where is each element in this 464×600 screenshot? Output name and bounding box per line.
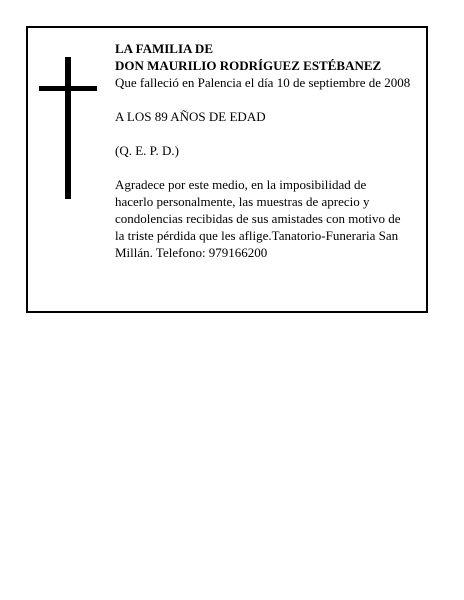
thanks-line: Agradece por este medio, en la imposibilidad de — [115, 177, 367, 192]
thanks-line: la triste pérdida que les aflige.Tanatorio-Funeraria San — [115, 228, 399, 243]
obituary-notice — [26, 26, 428, 313]
thanks-line: hacerlo personalmente, las muestras de aprecio y — [115, 194, 370, 209]
thanks-paragraph — [115, 176, 425, 261]
thanks-line: Millán. Telefono: 979166200 — [115, 245, 268, 260]
deceased-name: DON MAURILIO RODRÍGUEZ ESTÉBANEZ — [115, 58, 382, 73]
age-line: A LOS 89 AÑOS DE EDAD — [115, 109, 266, 124]
death-info: Que falleció en Palencia el día 10 de septiembre de 2008 — [115, 75, 411, 90]
family-line: LA FAMILIA DE — [115, 41, 213, 56]
notice-text — [115, 40, 425, 261]
qepd-line: (Q. E. P. D.) — [115, 143, 179, 158]
thanks-line: condolencias recibidas de sus amistades con motivo de — [115, 211, 401, 226]
